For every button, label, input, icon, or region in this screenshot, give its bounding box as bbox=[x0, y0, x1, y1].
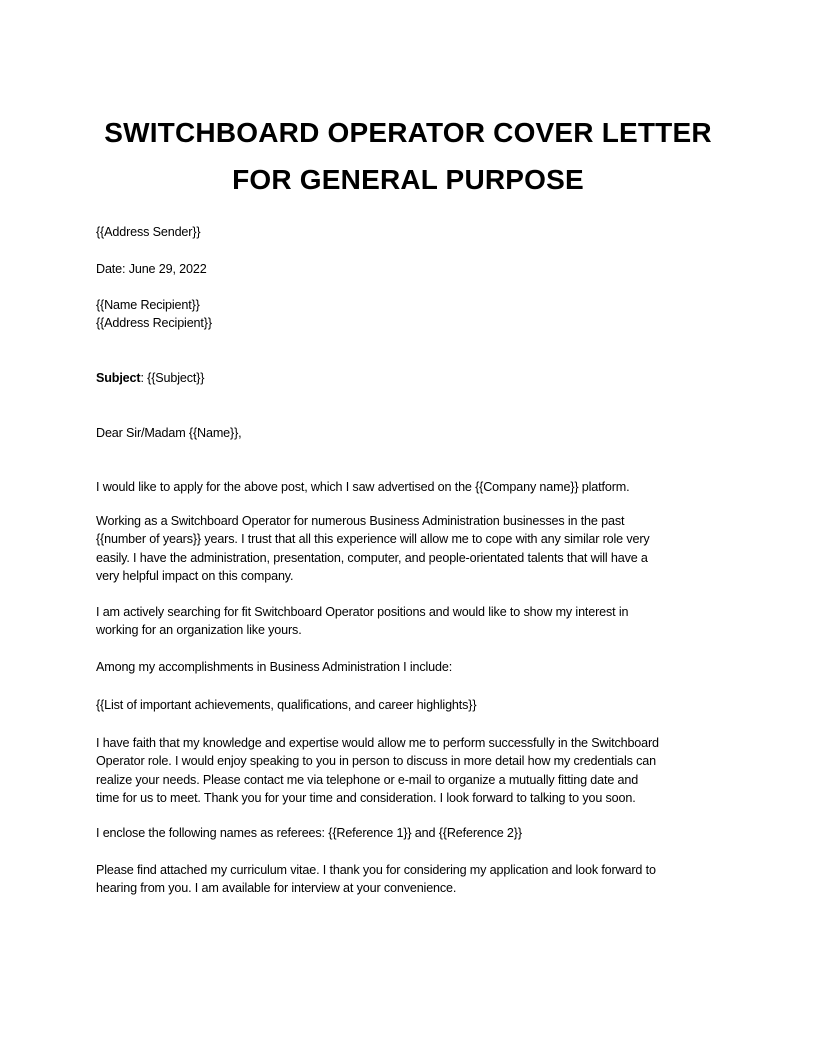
subject-value: : {{Subject}} bbox=[140, 371, 205, 385]
address-sender: {{Address Sender}} bbox=[96, 225, 201, 239]
paragraph-line: Operator role. I would enjoy speaking to you in person to discuss in more detail how my credentials can bbox=[96, 754, 656, 769]
paragraph-line: time for us to meet. Thank you for your time and consideration. I look forward to talking to you soon. bbox=[96, 790, 636, 805]
paragraph-line: I have faith that my knowledge and expertise would allow me to perform successfully in the Switchboard bbox=[96, 736, 659, 750]
paragraph-line: working for an organization like yours. bbox=[96, 623, 302, 638]
date: Date: June 29, 2022 bbox=[96, 262, 207, 276]
paragraph-line: Please find attached my curriculum vitae. I thank you for considering my application and look forward to bbox=[96, 863, 656, 877]
paragraph-line: I am actively searching for fit Switchboard Operator positions and would like to show my interest in bbox=[96, 605, 629, 619]
paragraph-7 bbox=[96, 824, 522, 842]
paragraph-line: I would like to apply for the above post, which I saw advertised on the {{Company name}} platform. bbox=[96, 480, 630, 494]
paragraph-line: {{List of important achievements, qualifications, and career highlights}} bbox=[96, 698, 477, 712]
paragraph-line: hearing from you. I am available for interview at your convenience. bbox=[96, 881, 457, 896]
address-recipient: {{Address Recipient}} bbox=[96, 316, 212, 331]
paragraph-3 bbox=[96, 603, 628, 640]
paragraph-1 bbox=[96, 478, 629, 496]
paragraph-5 bbox=[96, 696, 476, 714]
paragraph-line: {{number of years}} years. I trust that all this experience will allow me to cope with any similar role very bbox=[96, 532, 650, 547]
paragraph-line: easily. I have the administration, presentation, computer, and people-orientated talents that will have a bbox=[96, 550, 648, 565]
paragraph-line: very helpful impact on this company. bbox=[96, 568, 294, 583]
paragraph-6 bbox=[96, 734, 659, 807]
subject-label: Subject bbox=[96, 371, 141, 385]
paragraph-2 bbox=[96, 512, 650, 585]
paragraph-line: Among my accomplishments in Business Administration I include: bbox=[96, 660, 453, 674]
paragraph-line: I enclose the following names as referees: {{Reference 1}} and {{Reference 2}} bbox=[96, 826, 522, 840]
title-line-2: FOR GENERAL PURPOSE bbox=[232, 164, 584, 195]
paragraph-4 bbox=[96, 658, 452, 676]
paragraph-line: realize your needs. Please contact me via telephone or e-mail to organize a mutually fitting date and bbox=[96, 772, 639, 787]
paragraph-8 bbox=[96, 861, 656, 898]
title-line-1: SWITCHBOARD OPERATOR COVER LETTER bbox=[104, 117, 712, 148]
recipient-block bbox=[96, 296, 212, 333]
subject-line bbox=[96, 369, 204, 387]
name-recipient: {{Name Recipient}} bbox=[96, 298, 200, 312]
paragraph-line: Working as a Switchboard Operator for numerous Business Administration businesses in the past bbox=[96, 514, 625, 528]
salutation: Dear Sir/Madam {{Name}}, bbox=[96, 426, 242, 440]
